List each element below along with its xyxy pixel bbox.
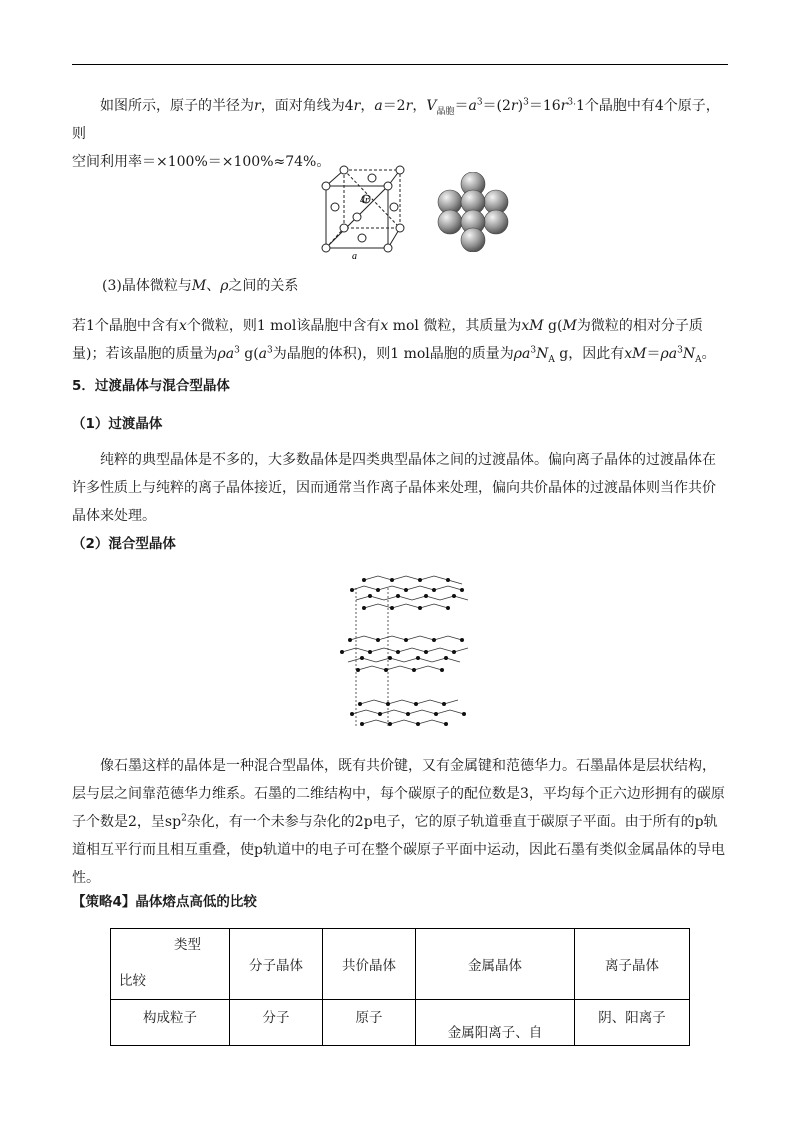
sphere-packing-figure (432, 172, 514, 252)
label-a: a (352, 251, 357, 260)
row-label: 构成粒子 (111, 1000, 230, 1046)
paragraph-mass-relation: 若1个晶胞中含有x个微粒，则1 mol该晶胞中含有x mol 微粒，其质量为xM g(M为微粒的相对分子质量)；若该晶胞的质量为$\rho a^3$ $g(a^3$为晶胞的体积)，则1 mol晶胞的质量为$\rho a^3N_A$ g，因此有$xM=\rho a^3N_A$。 (72, 318, 716, 365)
corner-compare-label: 比较 (119, 973, 146, 989)
table-header-row (111, 929, 690, 1000)
crystal-comparison-table (110, 928, 690, 1046)
label-4r: 4r (360, 195, 369, 206)
section-3-heading: (3)晶体微粒与M、ρ之间的关系 (102, 278, 299, 294)
strategy-4-heading: 【策略4】晶体熔点高低的比较 (72, 894, 257, 910)
cell-covalent: 原子 (322, 1000, 415, 1046)
table-row (111, 1000, 690, 1046)
corner-type-label: 类型 (174, 937, 201, 953)
header-rule (72, 64, 728, 65)
cell-metallic: 金属阳离子、自 (415, 1000, 574, 1046)
cell-molecular: 分子 (230, 1000, 323, 1046)
paragraph-transition-crystal: 纯粹的典型晶体是不多的，大多数晶体是四类典型晶体之间的过渡晶体。偏向离子晶体的过渡晶体在许多性质上与纯粹的离子晶体接近，因而通常当作离子晶体来处理，偏向共价晶体的过渡晶体则当作共价晶体来处理。 (72, 452, 716, 524)
section-5-heading: 5．过渡晶体与混合型晶体 (72, 378, 230, 394)
paragraph-space-utilization: 如图所示，原子的半径为r，面对角线为4r，a＝2r，$V_{晶胞}=a^3=(2r)^3=16r^{3.}1$个晶胞中有4个原子，则 空间利用率＝×100%＝×100%≈74%。 (72, 97, 720, 170)
graphite-layers-figure (334, 566, 474, 742)
subsection-mixed-crystal: （2）混合型晶体 (72, 536, 176, 552)
header-metallic: 金属晶体 (415, 929, 574, 1000)
paragraph-graphite: 像石墨这样的晶体是一种混合型晶体，既有共价键，又有金属键和范德华力。石墨晶体是层状结构，层与层之间靠范德华力维系。石墨的二维结构中，每个碳原子的配位数是3，平均每个正六边形拥有的碳原子个数是2，呈$sp^2$杂化，有一个未参与杂化的2p电子，它的原子轨道垂直于碳原子平面。由于所有的p轨道相互平行而且相互重叠，使p轨道中的电子可在整个碳原子平面中运动，因此石墨有类似金属晶体的导电性。 (72, 758, 725, 886)
header-molecular: 分子晶体 (230, 929, 323, 1000)
cell-ionic: 阴、阳离子 (574, 1000, 689, 1046)
header-covalent: 共价晶体 (322, 929, 415, 1000)
subsection-transition-crystal: （1）过渡晶体 (72, 416, 163, 432)
header-ionic: 离子晶体 (574, 929, 689, 1000)
corner-cell (111, 929, 230, 1000)
